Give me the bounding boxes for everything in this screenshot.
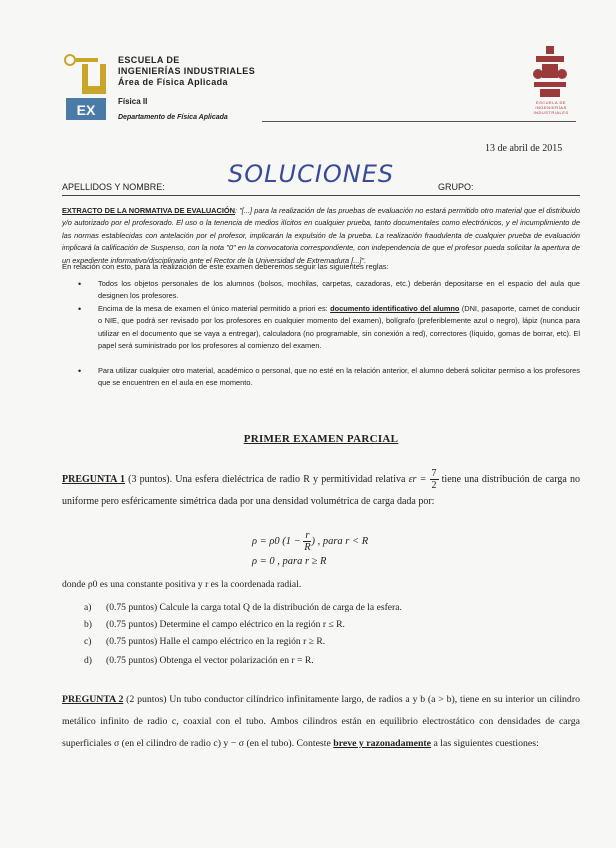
item-text: (0.75 puntos) Halle el campo eléctrico en la región r ≥ R. [106, 636, 326, 647]
question-1 [62, 468, 580, 513]
item-label: b) [84, 619, 92, 630]
item-label: c) [84, 636, 92, 647]
equation-1-lhs: ρ = ρ0 (1 − [252, 535, 304, 547]
fraction-numerator: 7 [431, 468, 437, 479]
item-text: (0.75 puntos) Obtenga el vector polarización en r = R. [106, 655, 314, 666]
epsilon-symbol: εr = [408, 473, 430, 485]
rule-3-text: Para utilizar cualquier otro material, académico o personal, que no esté en la relación anterior, el alumno deberá solicitar permiso a los profesores que se encuentren en el aula en ese momento. [98, 366, 580, 388]
normativa-text: : "[...] para la realización de las pruebas de evaluación no estará permitido otro material que el distribuido y/o autorizado por el profesorado. El uso o la tenencia de medios ilícitos en cualquier prueba, tanto documentales como electrónicos, y el incumplimiento de las normas establecidas con antelación por el profesor, implicarán la expulsión de la prueba. La realización fraudulenta de cualquier prueba de evaluación implicará la calificación de Suspenso, con la nota "0" en la convocatoria correspondiente, con independencia de que el profesor pueda solicitar la apertura de un expediente informativo/disciplinario ante el Rector de la Universidad de Extremadura [...]". [62, 206, 580, 265]
rules-intro: En relación con esto, para la realización de este examen deberemos seguir las siguientes reglas: [62, 262, 389, 271]
question-2-text-end: a las siguientes cuestiones: [431, 738, 539, 749]
question-2-emphasis: breve y razonadamente [333, 738, 432, 749]
fraction-denominator: 2 [431, 480, 437, 491]
question-1-item-b [84, 619, 345, 630]
school-line-3: Área de Física Aplicada [118, 77, 228, 87]
rule-2-post: (DNI, pasaporte, carnet de conducir o NIE, que podrá ser revisado por los profesores en cualquier momento del examen), bolígrafo (preferiblemente azul o negro), lápiz (nunca para utilizar en el documento que se vaya a entregar), calculadora (no programable, sin conexión a red), correctores (líquido, gomas de borrar, etc). El papel será suministrado por los profesores al comienzo del examen. [98, 304, 580, 351]
rule-2-text [98, 303, 580, 353]
uex-logo [62, 50, 110, 124]
question-1-item-d [84, 655, 314, 666]
logo-text: EX [76, 102, 96, 118]
question-2 [62, 689, 580, 755]
rule-2-doc: documento identificativo del alumno [330, 304, 460, 313]
crest-caption: ESCUELA DE INGENIERÍAS INDUSTRIALES [533, 100, 569, 115]
item-label: a) [84, 602, 92, 613]
question-1-item-a [84, 602, 402, 613]
course-name: Física II [118, 97, 148, 106]
school-crest-icon [528, 44, 572, 100]
equation-1 [252, 530, 368, 553]
school-name [118, 55, 255, 88]
exam-title: PRIMER EXAMEN PARCIAL [243, 433, 399, 445]
rule-2-pre: Encima de la mesa de examen el único material permitido a priori es: [98, 304, 331, 313]
normativa-paragraph [62, 205, 580, 267]
eq-fraction-numerator: r [305, 530, 310, 541]
school-line-1: ESCUELA DE [118, 55, 180, 65]
rule-item [62, 278, 580, 303]
bullet-icon: • [78, 304, 82, 314]
question-1-text-b: tiene una distribución de carga no uniforme pero esféricamente simétrica dada por una densidad volumétrica de carga dada por: [62, 473, 580, 507]
question-2-text: (2 puntos) Un tubo conductor cilíndrico infinitamente largo, de radios a y b (a > b), tiene en su interior un cilindro metálico infinito de radio c, coaxial con el tubo. Ambos cilindros están en equilibrio electrostático con densidades de carga superficiales σ (en el cilindro de radio c) y − σ (en el tubo). Conteste [62, 694, 580, 749]
department-divider [262, 121, 576, 122]
rule-item [62, 365, 580, 390]
question-2-label: PREGUNTA 2 [62, 694, 124, 705]
bullet-icon: • [78, 366, 82, 376]
department-name: Departamento de Física Aplicada [118, 114, 228, 121]
epsilon-fraction [430, 468, 439, 491]
group-label: GRUPO: [438, 182, 474, 192]
question-1-item-c [84, 636, 325, 647]
equation-1-rhs: ) , para r < R [311, 535, 369, 547]
eq-fraction-denominator: R [304, 542, 311, 553]
bullet-icon: • [78, 279, 82, 289]
school-line-2: INGENIERÍAS INDUSTRIALES [118, 66, 256, 76]
question-1-label: PREGUNTA 1 [62, 473, 125, 485]
question-1-note: donde ρ0 es una constante positiva y r es la coordenada radial. [62, 579, 302, 590]
name-handwritten: SOLUCIONES [228, 160, 395, 188]
name-label: APELLIDOS Y NOMBRE: [62, 182, 165, 192]
normativa-title: EXTRACTO DE LA NORMATIVA DE EVALUACIÓN [62, 206, 235, 215]
question-1-text-a: (3 puntos). Una esfera dieléctrica de radio R y permitividad relativa [124, 473, 409, 485]
item-label: d) [84, 655, 92, 666]
rule-1-text: Todos los objetos personales de los alumnos (bolsos, mochilas, carpetas, cazadoras, etc.) deberán depositarse en el espacio del aula que designen los profesores. [98, 279, 580, 301]
equation-2: ρ = 0 , para r ≥ R [252, 556, 327, 567]
exam-date: 13 de abril de 2015 [485, 143, 563, 154]
item-text: (0.75 puntos) Determine el campo eléctrico en la región r ≤ R. [106, 619, 345, 630]
item-text: (0.75 puntos) Calcule la carga total Q de la distribución de carga de la esfera. [106, 602, 402, 613]
name-underline [62, 195, 580, 196]
rule-item [62, 303, 580, 353]
